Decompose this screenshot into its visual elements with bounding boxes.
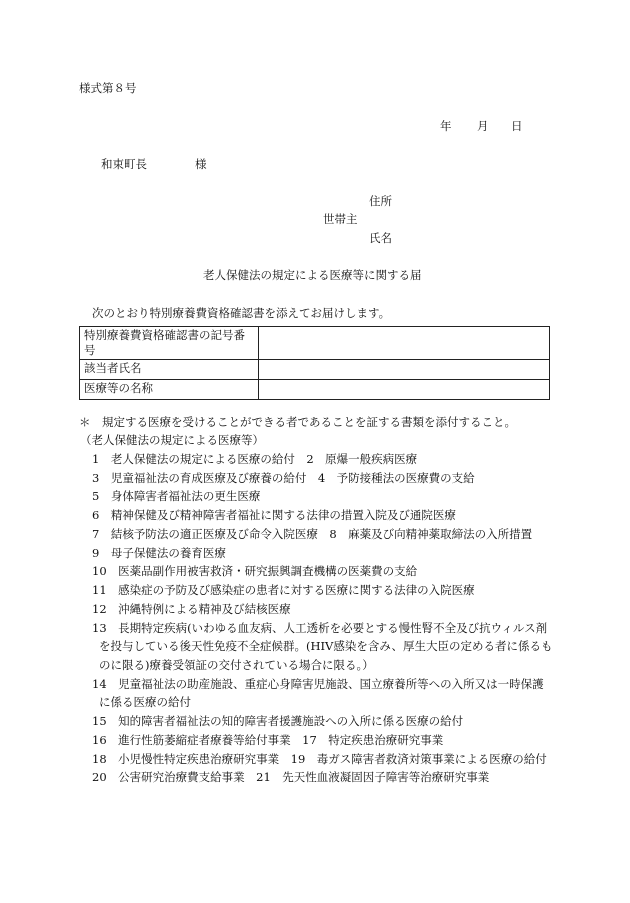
addressee-name: 和束町長 [101, 157, 147, 171]
list-item: 16 進行性筋萎縮症者療養等給付事業 17 特定疾患治療研究事業 [92, 733, 444, 747]
list-item: 9 母子保健法の養育医療 [92, 546, 226, 560]
list-item: 5 身体障害者福祉法の更生医療 [92, 489, 261, 503]
table-label-cell: 該当者氏名 [80, 360, 259, 380]
intro-text: 次のとおり特別療養費資格確認書を添えてお届けします。 [92, 306, 391, 320]
list-item-continuation: を投与している後天性免疫不全症候群。(HIV感染を含み、厚生大臣の定める者に係るも [99, 639, 553, 653]
list-item: 14 児童福祉法の助産施設、重症心身障害児施設、国立療養所等への入所又は一時保護 [92, 677, 544, 691]
list-item: 20 公害研究治療費支給事業 21 先天性血液凝固因子障害等治療研究事業 [92, 770, 490, 784]
list-item-continuation: に係る医療の給付 [99, 695, 191, 709]
applicant-householder-label: 世帯主 [323, 212, 358, 226]
list-item: 15 知的障害者福祉法の知的障害者援護施設への入所に係る医療の給付 [92, 714, 464, 728]
list-item: 3 児童福祉法の育成医療及び療養の給付 4 予防接種法の医療費の支給 [92, 471, 475, 485]
list-item-continuation: のに限る)療養受領証の交付されている場合に限る。） [99, 658, 374, 672]
certificate-number-field[interactable] [259, 327, 550, 360]
table-label-cell: 医療等の名称 [80, 380, 259, 400]
list-item: 11 感染症の予防及び感染症の患者に対する医療に関する法律の入院医療 [92, 583, 475, 597]
medical-care-name-field[interactable] [259, 380, 550, 400]
list-item: 12 沖縄特例による精神及び結核医療 [92, 602, 291, 616]
table-label-cell [80, 327, 259, 360]
table-row [80, 360, 550, 380]
date-month-label: 月 [477, 119, 489, 133]
list-item: 6 精神保健及び精神障害者福祉に関する法律の措置入院及び通院医療 [92, 508, 456, 522]
table-label-line: 特別療養費資格確認書の記号番 [84, 328, 245, 342]
list-item: 1 老人保健法の規定による医療の給付 2 原爆一般疾病医療 [92, 452, 418, 466]
table-label-line: 号 [84, 343, 96, 357]
info-table [79, 326, 550, 400]
note-text: ＊ 規定する医療を受けることができる者であることを証する書類を添付すること。 [79, 415, 516, 429]
patient-name-field[interactable] [259, 360, 550, 380]
list-item: 10 医薬品副作用被害救済・研究振興調査機構の医薬費の支給 [92, 564, 418, 578]
date-year-label: 年 [440, 119, 452, 133]
applicant-address-label: 住所 [369, 194, 392, 208]
form-number: 様式第８号 [79, 81, 137, 95]
list-item: 18 小児慢性特定疾患治療研究事業 19 毒ガス障害者救済対策事業による医療の給付 [92, 752, 547, 766]
addressee-honorific: 様 [195, 157, 207, 171]
date-day-label: 日 [511, 119, 523, 133]
law-heading: （老人保健法の規定による医療等） [80, 433, 264, 447]
applicant-name-label: 氏名 [369, 231, 392, 245]
list-item: 13 長期特定疾病(いわゆる血友病、人工透析を必要とする慢性腎不全及び抗ウィルス剤 [92, 621, 548, 635]
form-title: 老人保健法の規定による医療等に関する届 [203, 268, 422, 282]
list-item: 7 結核予防法の適正医療及び命令入院医療 8 麻薬及び向精神薬取締法の入所措置 [92, 527, 533, 541]
table-row [80, 327, 550, 360]
table-row [80, 380, 550, 400]
